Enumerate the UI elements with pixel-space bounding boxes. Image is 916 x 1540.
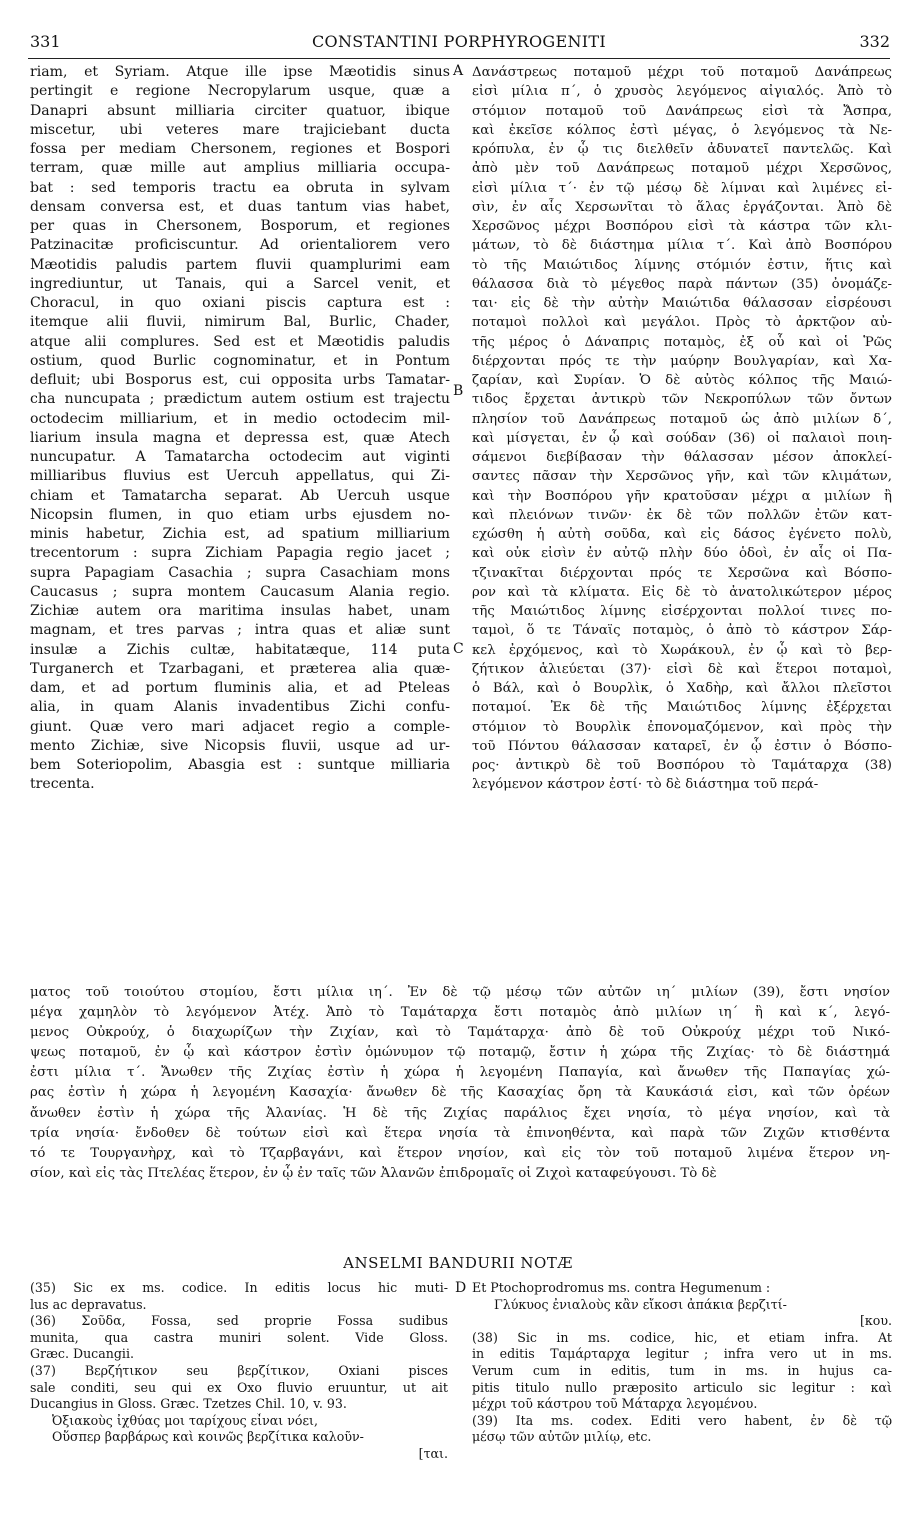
latin-text-line: minis habetur, Zichia est, ad spatium milliarium	[30, 526, 450, 542]
latin-text-line: Choracul, in quo oxiani piscis captura est :	[30, 295, 450, 311]
latin-text-line: Patzinacitæ proficiscuntur. Ad orientaliorem vero	[30, 237, 450, 254]
latin-text-line: chiam et Tamatarcha separat. Ab Uercuh usque	[30, 487, 450, 504]
latin-text-line: alia, in quam Alanis invadentibus Zichi confu-	[30, 699, 450, 716]
latin-text-line: bat : sed temporis tractu ea obruta in sylvam	[30, 179, 450, 196]
note-line: sale conditi, seu qui ex Oxo fluvio eruuntur, ut ait	[30, 1379, 448, 1395]
notes-right-column	[472, 1280, 892, 1446]
page-number-left: 331	[30, 32, 61, 51]
note-line: Græc. Ducangii.	[30, 1346, 134, 1362]
note-line: pitis titulo nullo præposito articulo sic legitur : καὶ	[472, 1379, 892, 1395]
latin-text-line: milliaribus fluvius est Uercuh appellatus, qui Zi-	[30, 468, 450, 485]
greek-text-line: ψεως ποταμοῦ, ἐν ᾧ καὶ κάστρον ἐστὶν ὁμώνυμον τῷ ποταμῷ, ἔστιν ἡ χώρα τῆς Ζιχίας· τὸ δὲ διάστημά	[30, 1045, 890, 1061]
greek-text-line: σίον, καὶ εἰς τὰς Πτελέας ἕτερον, ἐν ᾧ ἐν ταῖς τῶν Ἀλανῶν ἐπιδρομαῖς οἱ Ζιχοὶ καταφεύγουσι. Τὸ δὲ	[30, 1165, 717, 1181]
greek-text-line: τῆς Μαιώτιδος λίμνης εἰσέρχονται πολλοί τινες πο-	[472, 604, 892, 619]
latin-text-line: Caucasus ; supra montem Caucasum Alania regio.	[30, 583, 450, 600]
greek-text-line: ποταμοὶ πολλοὶ καὶ μεγάλοι. Πρὸς τὸ ἀρκτῷον αὐ-	[472, 315, 892, 331]
greek-text-line: κελ ἐρχόμενος, καὶ τὸ Χωράκουλ, ἐν ᾧ καὶ τὸ βερ-	[472, 642, 892, 658]
latin-text-line: nuncupatur. A Tamatarcha octodecim aut viginti	[30, 449, 450, 465]
note-line: munita, qua castra muniri solent. Vide Gloss.	[30, 1329, 448, 1345]
note-line: Γλύκυος ἐνιαλοὺς κἂν εἴκοσι ἀπάκια βερζιτί-	[494, 1296, 787, 1312]
greek-text-line: καὶ ἐκεῖσε κόλπος ἐστὶ μέγας, ὁ λεγόμενος τὰ Νε-	[472, 122, 892, 138]
greek-text-line: ρον καὶ τὰ κλίματα. Εἰς δὲ τὸ ἀνατολικώτερον μέρος	[472, 584, 892, 600]
greek-text-line: τρία νησία· ἔνδοθεν δὲ τούτων εἰσὶ καὶ ἕτερα νησία τὰ ἐπινοηθέντα, καὶ παρὰ τῶν Ζιχῶν κτισθέντα	[30, 1125, 890, 1141]
latin-text-line: pertingit e regione Necropylarum usque, quæ a	[30, 83, 450, 100]
latin-text-line: terram, quæ mille aut amplius milliaria occupa-	[30, 160, 450, 177]
latin-text-line: insulæ a Zichis cultæ, habitatæque, 114 puta	[30, 641, 450, 658]
greek-text-line: καὶ τὴν Βοσπόρου γῆν κρατοῦσαν μέχρι α μιλίων ἢ	[472, 488, 892, 504]
greek-text-line: καὶ μίσγεται, ἐν ᾧ καὶ σούδαν (36) οἱ παλαιοὶ ποιη-	[472, 430, 892, 446]
note-line: (39) Ita ms. codex. Editi vero habent, ἐν δὲ τῷ	[472, 1412, 892, 1428]
note-line: Et Ptochoprodromus ms. contra Hegumenum :	[472, 1280, 771, 1295]
greek-text-line: εἰσὶ μίλια τ΄· ἐν τῷ μέσῳ δὲ λίμναι καὶ λιμένες εἰ-	[472, 180, 892, 196]
greek-text-line: ζαρίαν, καὶ Συρίαν. Ὁ δὲ αὐτὸς κόλπος τῆς Μαιώ-	[472, 373, 892, 388]
latin-column	[30, 63, 450, 795]
note-line: [κου.	[859, 1313, 892, 1329]
page-number-right: 332	[859, 32, 890, 51]
latin-text-line: fossa per mediam Chersonem, regiones et Bospori	[30, 141, 450, 157]
latin-text-line: bem Soteriopolim, Abasgia est : suntque milliaria	[30, 757, 450, 773]
latin-text-line: defluit; ubi Bosporus est, cui opposita urbs Tamatar-	[30, 372, 450, 388]
greek-text-line: ἐστι μίλια τ΄. Ἄνωθεν τῆς Ζιχίας ἐστὶν ἡ χώρα ἡ λεγομένη Παπαγία, καὶ ἄνωθεν τῆς Παπαγίας χώ-	[30, 1065, 890, 1081]
greek-column	[472, 63, 892, 795]
note-line: [ται.	[418, 1445, 448, 1461]
latin-text-line: giunt. Quæ vero mari adjacet regio a comple-	[30, 718, 450, 735]
page-header	[28, 30, 890, 54]
greek-text-line: πλησίον τοῦ Δανάπρεως ποταμοῦ ὡς ἀπὸ μιλίων δ΄,	[472, 411, 892, 427]
greek-text-line: σὶν, ἐν αἷς Χερσωνῖται τὸ ἅλας ἐργάζονται. Ἀπὸ δὲ	[472, 199, 892, 215]
greek-text-line: λεγόμενον κάστρον ἐστί· τὸ δὲ διάστημα τοῦ περά-	[472, 777, 819, 793]
latin-text-line: riam, et Syriam. Atque ille ipse Mæotidis sinus	[30, 64, 450, 80]
note-line: Ducangius in Gloss. Græc. Tzetzes Chil. 10, v. 93.	[30, 1396, 347, 1412]
latin-text-line: miscetur, ubi veteres mare trajiciebant ducta	[30, 121, 450, 138]
greek-text-line: τὸ τῆς Μαιώτιδος λίμνης στόμιόν ἐστιν, ἥτις καὶ	[472, 257, 892, 273]
greek-text-line: ρας ἐστὶν ἡ χώρα ἡ λεγομένη Κασαχία· ἄνωθεν δὲ τῆς Κασαχίας ὄρη τὰ Καυκάσιά εἰσι, καὶ τῶν ὀρέων	[30, 1085, 890, 1101]
latin-text-line: octodecim milliarium, et in medio octodecim mil-	[30, 410, 450, 427]
header-rule	[28, 58, 890, 59]
note-line: μέχρι τοῦ κάστρου τοῦ Μάταρχα λεγομένου.	[472, 1396, 758, 1412]
greek-full-width-text	[30, 983, 890, 1184]
greek-text-line: Δανάστρεως ποταμοῦ μέχρι τοῦ ποταμοῦ Δανάπρεως	[472, 65, 892, 80]
greek-text-line: εἰσὶ μίλια π΄, ὁ χρυσὸς λεγόμενος αἰγιαλός. Ἀπὸ τὸ	[472, 84, 892, 100]
latin-text-line: Turganerch et Tzarbagani, et præterea alia quæ-	[30, 660, 450, 677]
margin-marker-b: B	[453, 383, 464, 399]
greek-text-line: εχώσθη ἡ αὐτὴ σοῦδα, καὶ εἰς δάσος ἐγένετο πολὺ,	[472, 527, 892, 542]
greek-text-line: ἀπὸ μὲν τοῦ Δανάπρεως ποταμοῦ μέχρι Χερσῶνος,	[472, 161, 892, 177]
greek-text-line: ται· εἰς δὲ τὴν αὐτὴν Μαιώτιδα θάλασσαν εἰσρέουσι	[472, 296, 892, 311]
latin-text-line: dam, et ad portum fluminis alia, et ad Pteleas	[30, 680, 450, 696]
greek-text-line: καὶ πλειόνων τινῶν· ἐκ δὲ τῶν πολλῶν ἐτῶν κατ-	[472, 507, 892, 523]
note-line: (37) Βερζήτικον seu βερζίτικον, Oxiani pisces	[30, 1362, 448, 1378]
note-line: in editis Ταμάρταρχα legitur ; infra vero ut in ms.	[472, 1346, 892, 1362]
note-line: (36) Σοῦδα, Fossa, sed proprie Fossa sudibus	[30, 1313, 448, 1329]
margin-marker-d: D	[455, 1280, 467, 1296]
greek-text-line: ματος τοῦ τοιούτου στομίου, ἔστι μίλια ιη΄. Ἐν δὲ τῷ μέσῳ τῶν αὐτῶν ιη΄ μιλίων (39), ἔστι νησίον	[30, 985, 890, 1000]
greek-text-line: τό τε Τουργανὴρχ, καὶ τὸ Τζαρβαγάνι, καὶ ἕτερον νησίον, καὶ εἰς τὸν τοῦ ποταμοῦ λιμένα ἕτερον νη-	[30, 1145, 890, 1161]
greek-text-line: σαντες πᾶσαν τὴν Χερσῶνος γῆν, καὶ τῶν κλιμάτων,	[472, 469, 892, 485]
greek-text-line: ποταμοί. Ἐκ δὲ τῆς Μαιώτιδος λίμνης ἐξέρχεται	[472, 700, 892, 716]
notes-left-column	[30, 1280, 448, 1463]
note-line: Ὀξιακοὺς ἰχθύας μοι ταρίχους εἶναι νόει,	[52, 1412, 318, 1428]
margin-marker-c: C	[453, 641, 464, 657]
note-line: (38) Sic in ms. codice, hic, et etiam infra. At	[472, 1329, 892, 1345]
latin-text-line: cha nuncupata ; prædictum autem ostium est trajectu	[30, 391, 450, 408]
latin-text-line: atque alii complures. Sed est et Mæotidis paludis	[30, 333, 450, 350]
greek-text-line: διέρχονται πρός τε τὴν μαύρην Βουλγαρίαν, καὶ Χα-	[472, 353, 892, 369]
greek-text-line: θάλασσα διὰ τὸ μέγεθος παρὰ πάντων (35) ὀνομάζε-	[472, 276, 892, 292]
greek-text-line: τζινακῖται διέρχονται πρός τε Χερσῶνα καὶ Βόσπο-	[472, 565, 892, 581]
greek-text-line: τιδος ἔρχεται ἀντικρὺ τῶν Νεκροπύλων τῶν ὄντων	[472, 392, 892, 408]
greek-text-line: τῆς μέρος ὁ Δάναπρις ποταμὸς, ἐξ οὗ καὶ οἱ Ῥῶς	[472, 334, 892, 350]
latin-text-line: itemque alii fluvii, nimirum Bal, Burlic, Chader,	[30, 314, 450, 331]
greek-text-line: μέγα χαμηλὸν τὸ λεγόμενον Ἀτέχ. Ἀπὸ τὸ Ταμάταρχα ἔστι ποταμὸς ἀπὸ μιλίων ιη΄ ἢ καὶ κ΄, λεγό-	[30, 1005, 890, 1021]
latin-text-line: ingrediuntur, ut Tanais, qui a Sarcel venit, et	[30, 275, 450, 292]
greek-text-line: μάτων, τὸ δὲ διάστημα μίλια τ΄. Καὶ ἀπὸ Βοσπόρου	[472, 238, 892, 254]
note-line: lus ac depravatus.	[30, 1296, 147, 1312]
greek-text-line: στόμιον ποταμοῦ τοῦ Δανάπρεως εἰσὶ τὰ Ἄσπρα,	[472, 103, 892, 119]
greek-text-line: κρόπυλα, ἐν ᾧ τις διελθεῖν ἀδυνατεῖ παντελῶς. Καὶ	[472, 142, 892, 157]
latin-text-line: Danapri absunt milliaria circiter quatuor, ibique	[30, 102, 450, 119]
margin-marker-a: A	[453, 63, 464, 79]
latin-text-line: trecenta.	[30, 776, 95, 793]
latin-text-line: Nicopsin flumen, in quo etiam urbs ejusdem no-	[30, 506, 450, 523]
greek-text-line: καὶ οὐκ εἰσὶν ἐν αὐτῷ πλὴν δύο ὁδοὶ, ἐν αἷς οἱ Πα-	[472, 546, 892, 562]
note-line: Verum cum in editis, tum in ms. in hujus ca-	[472, 1362, 892, 1378]
greek-text-line: ὁ Βάλ, καὶ ὁ Βουρλὶκ, ὁ Χαδὴρ, καὶ ἄλλοι πλεῖστοι	[472, 681, 892, 696]
greek-text-line: σάμενοι διεβίβασαν τὴν θάλασσαν μέσον ἀποκλεί-	[472, 450, 892, 465]
latin-text-line: mento Zichiæ, sive Nicopsis fluvii, usque ad ur-	[30, 737, 450, 754]
note-line: (35) Sic ex ms. codice. In editis locus hic muti-	[30, 1280, 448, 1295]
greek-text-line: μενος Οὐκρούχ, ὁ διαχωρίζων τὴν Ζιχίαν, καὶ τὸ Ταμάταρχα· ἀπὸ δὲ τοῦ Οὐκρούχ μέχρι τοῦ Νικό-	[30, 1025, 890, 1041]
greek-text-line: Χερσῶνος μέχρι Βοσπόρου εἰσὶ τὰ κάστρα τῶν κλι-	[472, 219, 892, 234]
running-title: CONSTANTINI PORPHYROGENITI	[311, 32, 607, 51]
greek-text-line: ἄνωθεν ἐστὶν ἡ χώρα τῆς Ἀλανίας. Ἡ δὲ τῆς Ζιχίας παράλιος ἔχει νησία, τὸ μέγα νησίον, καὶ τὰ	[30, 1105, 890, 1121]
latin-text-line: Mæotidis paludis partem fluvii quamplurimi eam	[30, 256, 450, 273]
greek-text-line: ρος· ἀντικρὺ δὲ τοῦ Βοσπόρου τὸ Ταμάταρχα (38)	[472, 758, 892, 773]
greek-text-line: τοῦ Πόντου θάλασσαν καταρεῖ, ἐν ᾧ ἐστιν ὁ Βόσπο-	[472, 738, 892, 754]
latin-text-line: densam conversa est, et duas tantum vias habet,	[30, 198, 450, 215]
greek-text-line: στόμιον τὸ Βουρλὶκ ἐπονομαζόμενον, καὶ πρὸς τὴν	[472, 719, 892, 735]
latin-text-line: Zichiæ autem ora maritima insulas habet, unam	[30, 603, 450, 619]
latin-text-line: liarium insula magna et depressa est, quæ Atech	[30, 429, 450, 446]
latin-text-line: per quas in Chersonem, Bosporum, et regiones	[30, 218, 450, 234]
latin-text-line: trecentorum : supra Zichiam Papagia regio jacet ;	[30, 545, 450, 562]
greek-text-line: ταμοὶ, ὅ τε Τάναϊς ποταμὸς, ὁ ἀπὸ τὸ κάστρον Σάρ-	[472, 623, 892, 639]
note-line: μέσῳ τῶν αὐτῶν μιλίῳ, etc.	[472, 1429, 652, 1445]
latin-text-line: supra Papagiam Casachia ; supra Casachiam mons	[30, 564, 450, 581]
greek-text-line: ζήτικον ἁλιεύεται (37)· εἰσὶ δὲ καὶ ἕτεροι ποταμοὶ,	[472, 661, 892, 677]
latin-text-line: ostium, quod Burlic cognominatur, et in Pontum	[30, 352, 450, 369]
latin-text-line: magnam, et tres parvas ; intra quas et aliæ sunt	[30, 622, 450, 639]
notes-heading: ANSELMI BANDURII NOTÆ	[343, 1254, 573, 1272]
note-line: Οὕσπερ βαρβάρως καὶ κοινῶς βερζίτικα καλοῦν-	[52, 1429, 364, 1445]
